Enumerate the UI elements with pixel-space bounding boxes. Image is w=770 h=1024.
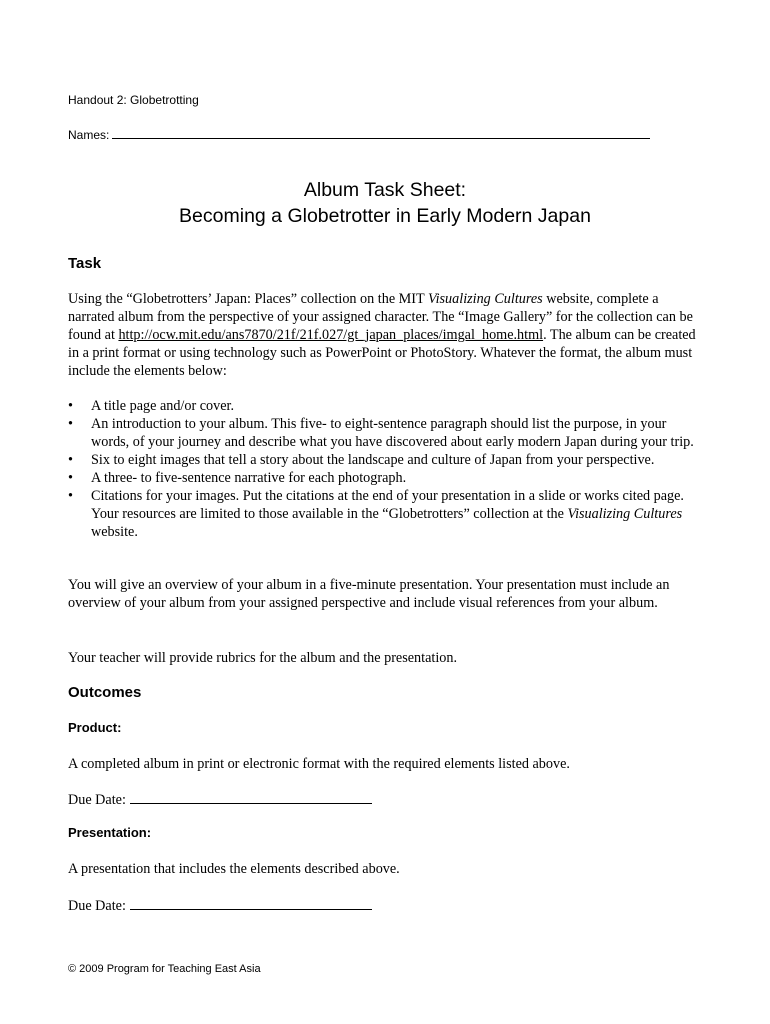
copyright-footer: © 2009 Program for Teaching East Asia — [68, 963, 261, 975]
list-item — [68, 451, 708, 469]
product-due-date — [68, 790, 372, 809]
task-intro-text-3: . The album can be created in a print format or using technology such as PowerPoint or PhotoStory. Whatever the format, the album must include the elements below: — [68, 327, 696, 379]
overview-paragraph: You will give an overview of your album in a five-minute presentation. Your presentation must include an overview of your album from your assigned perspective and include visual references from your album. — [68, 577, 670, 611]
bullet-icon: • — [68, 488, 73, 504]
list-item-text: An introduction to your album. This five- to eight-sentence paragraph should list the purpose, in your words, of your journey and describe what you have discovered about early modern Japan during your trip. — [91, 416, 694, 450]
task-intro-text-2: website, complete a narrated album from the perspective of your assigned character. The “Image Gallery” for the collection can be found at — [68, 291, 693, 343]
names-field — [68, 127, 650, 142]
title-line-2: Becoming a Globetrotter in Early Modern Japan — [179, 205, 591, 227]
presentation-due-date — [68, 896, 372, 915]
list-item-text: A title page and/or cover. — [91, 398, 235, 414]
list-item-text-1: Citations for your images. Put the citations at the end of your presentation in a slide or works cited page. Your resources are limited to those available in the “Globetrotters” collection at the — [91, 488, 684, 522]
list-item — [68, 397, 708, 415]
due-date-label: Due Date: — [68, 898, 126, 914]
page-title — [68, 177, 702, 229]
outcomes-heading: Outcomes — [68, 684, 142, 701]
names-label: Names: — [68, 128, 110, 142]
requirements-list — [68, 397, 708, 541]
list-item-italic: Visualizing Cultures — [567, 506, 683, 522]
list-item-text: A three- to five-sentence narrative for each photograph. — [91, 470, 407, 486]
list-item-text: Six to eight images that tell a story about the landscape and culture of Japan from your perspective. — [91, 452, 655, 468]
title-line-1: Album Task Sheet: — [303, 179, 467, 201]
bullet-icon: • — [68, 398, 73, 414]
list-item-text-2: website. — [91, 524, 138, 540]
task-intro-paragraph — [68, 290, 708, 380]
image-gallery-link[interactable]: http://ocw.mit.edu/ans7870/21f/21f.027/gt_japan_places/imgal_home.html — [118, 327, 544, 343]
bullet-icon: • — [68, 452, 73, 468]
handout-label: Handout 2: Globetrotting — [68, 93, 199, 107]
product-due-date-blank[interactable] — [130, 790, 372, 804]
rubrics-paragraph: Your teacher will provide rubrics for the album and the presentation. — [68, 650, 457, 666]
presentation-text: A presentation that includes the elements described above. — [68, 861, 400, 877]
task-intro-text-1: Using the “Globetrotters’ Japan: Places” collection on the MIT — [68, 291, 428, 307]
task-heading: Task — [68, 255, 102, 272]
bullet-icon: • — [68, 470, 73, 486]
bullet-icon: • — [68, 416, 73, 432]
list-item — [68, 487, 708, 541]
presentation-due-date-blank[interactable] — [130, 896, 372, 910]
task-intro-italic: Visualizing Cultures — [427, 291, 543, 307]
names-blank-line[interactable] — [112, 127, 650, 139]
presentation-label: Presentation: — [68, 825, 152, 840]
list-item — [68, 469, 708, 487]
due-date-label: Due Date: — [68, 792, 126, 808]
product-label: Product: — [68, 720, 122, 735]
list-item — [68, 415, 708, 451]
product-text: A completed album in print or electronic format with the required elements listed above. — [68, 756, 570, 772]
